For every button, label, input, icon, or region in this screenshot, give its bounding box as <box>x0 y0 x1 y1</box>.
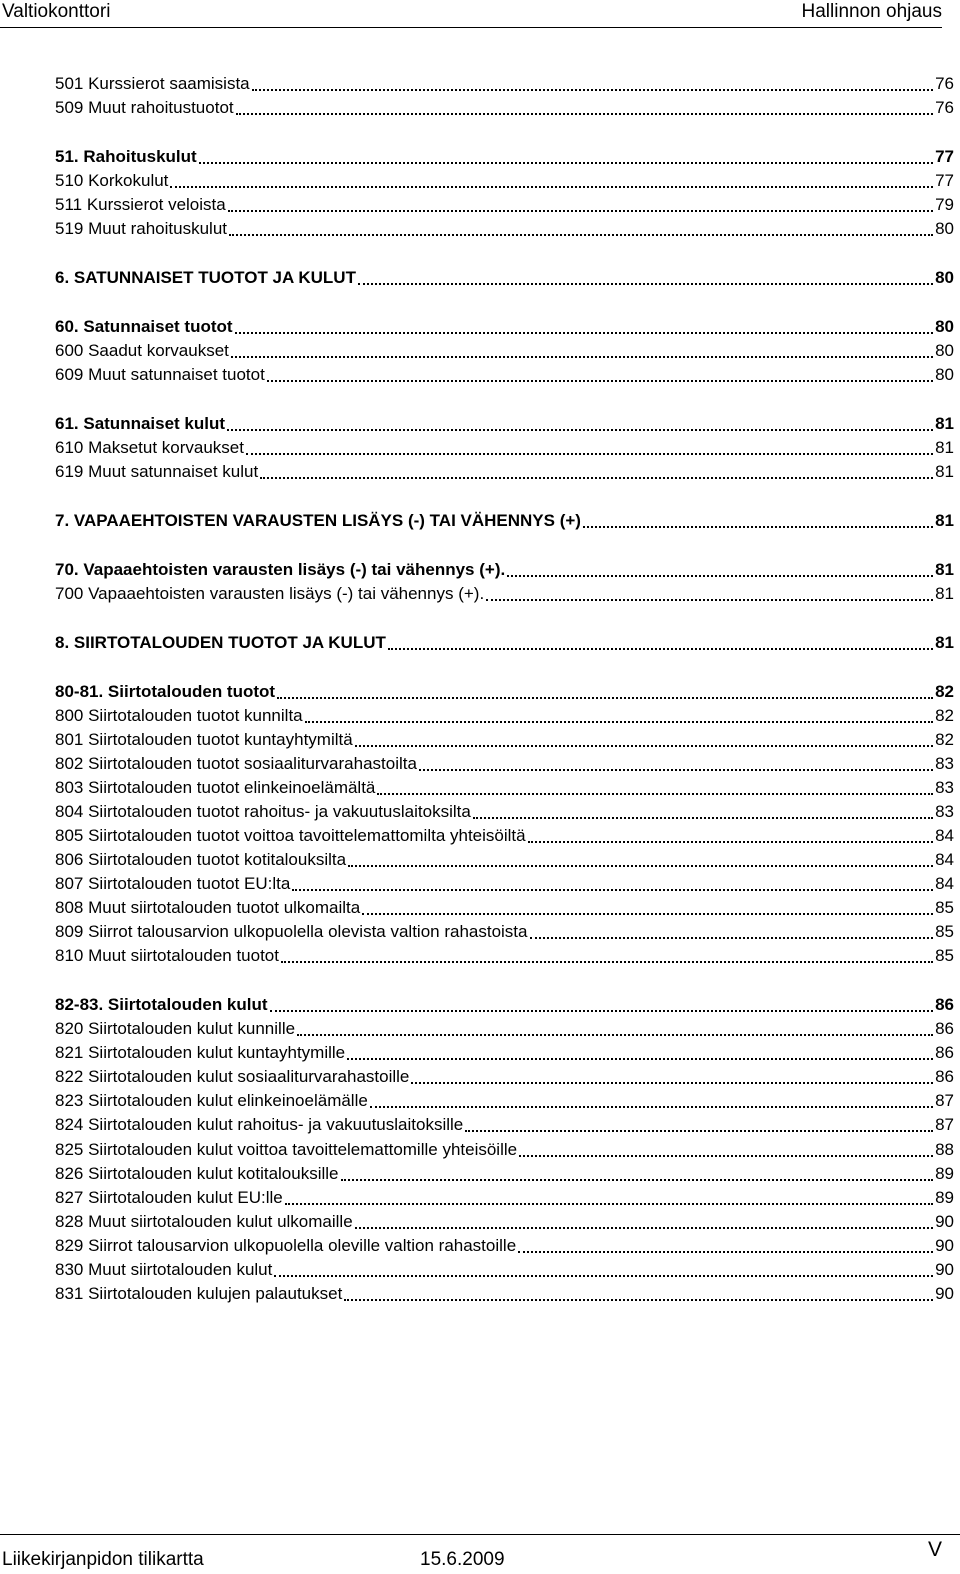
header-organization: Valtiokonttori <box>2 1 111 22</box>
toc-entry[interactable] <box>55 145 954 169</box>
dot-leader <box>341 1179 934 1181</box>
footer-document-title: Liikekirjanpidon tilikartta <box>2 1549 204 1570</box>
toc-entry[interactable] <box>55 169 954 193</box>
toc-entry-label: 510 Korkokulut <box>55 171 169 190</box>
toc-entry[interactable] <box>55 509 954 533</box>
footer-divider <box>0 1534 960 1535</box>
toc-entry-page: 82 <box>935 730 954 749</box>
toc-entry[interactable] <box>55 193 954 217</box>
page-header <box>2 0 942 30</box>
toc-entry-label: 808 Muut siirtotalouden tuotot ulkomailta <box>55 898 361 917</box>
dot-leader <box>297 1034 933 1036</box>
toc-entry-page: 81 <box>935 584 954 603</box>
toc-entry-label: 7. VAPAAEHTOISTEN VARAUSTEN LISÄYS (-) TAI VÄHENNYS (+) <box>55 511 581 530</box>
toc-entry[interactable] <box>55 96 954 120</box>
dot-leader <box>305 721 933 723</box>
dot-leader <box>236 113 933 115</box>
toc-entry-page: 80 <box>935 365 954 384</box>
dot-leader <box>528 841 933 843</box>
toc-entry[interactable] <box>55 1210 954 1234</box>
toc-entry-page: 89 <box>935 1188 954 1207</box>
toc-entry-label: 810 Muut siirtotalouden tuotot <box>55 946 279 965</box>
dot-leader <box>285 1203 933 1205</box>
dot-leader <box>199 162 933 164</box>
toc-entry-page: 83 <box>935 802 954 821</box>
dot-leader <box>170 186 933 188</box>
toc-entry-label: 8. SIIRTOTALOUDEN TUOTOT JA KULUT <box>55 633 386 652</box>
toc-entry[interactable] <box>55 339 954 363</box>
toc-entry-label: 824 Siirtotalouden kulut rahoitus- ja vakuutuslaitoksille <box>55 1115 464 1134</box>
toc-entry[interactable] <box>55 558 954 582</box>
toc-entry[interactable] <box>55 1282 954 1306</box>
toc-entry-page: 90 <box>935 1212 954 1231</box>
toc-entry-label: 60. Satunnaiset tuotot <box>55 317 233 336</box>
toc-entry[interactable] <box>55 848 954 872</box>
toc-entry[interactable] <box>55 217 954 241</box>
dot-leader <box>227 429 933 431</box>
toc-entry[interactable] <box>55 872 954 896</box>
toc-entry[interactable] <box>55 72 954 96</box>
dot-leader <box>473 817 933 819</box>
toc-entry[interactable] <box>55 1138 954 1162</box>
dot-leader <box>274 1275 933 1277</box>
toc-entry-page: 80 <box>935 268 954 287</box>
toc-entry-page: 84 <box>935 826 954 845</box>
toc-entry[interactable] <box>55 800 954 824</box>
toc-entry[interactable] <box>55 1017 954 1041</box>
toc-entry-page: 81 <box>935 560 954 579</box>
toc-entry[interactable] <box>55 631 954 655</box>
toc-entry-page: 76 <box>935 98 954 117</box>
dot-leader <box>292 889 933 891</box>
toc-entry-page: 81 <box>935 414 954 433</box>
toc-entry-label: 820 Siirtotalouden kulut kunnille <box>55 1019 296 1038</box>
toc-entry[interactable] <box>55 1162 954 1186</box>
toc-entry-page: 86 <box>935 1043 954 1062</box>
dot-leader <box>252 89 933 91</box>
toc-entry-page: 87 <box>935 1091 954 1110</box>
toc-entry-page: 84 <box>935 874 954 893</box>
dot-leader <box>355 1227 933 1229</box>
dot-leader <box>377 793 933 795</box>
page-footer <box>2 1536 942 1570</box>
toc-entry-label: 826 Siirtotalouden kulut kotitalouksille <box>55 1164 339 1183</box>
toc-entry[interactable] <box>55 1089 954 1113</box>
footer-date: 15.6.2009 <box>420 1549 505 1570</box>
toc-entry-page: 81 <box>935 511 954 530</box>
toc-entry-label: 800 Siirtotalouden tuotot kunnilta <box>55 706 303 725</box>
toc-entry-label: 829 Siirrot talousarvion ulkopuolella oleville valtion rahastoille <box>55 1236 517 1255</box>
dot-leader <box>518 1251 933 1253</box>
toc-entry-label: 80-81. Siirtotalouden tuotot <box>55 682 276 701</box>
toc-entry[interactable] <box>55 436 954 460</box>
dot-leader <box>344 1299 933 1301</box>
toc-entry-label: 801 Siirtotalouden tuotot kuntayhtymiltä <box>55 730 353 749</box>
toc-entry[interactable] <box>55 896 954 920</box>
header-section: Hallinnon ohjaus <box>801 1 942 22</box>
toc-entry-page: 86 <box>935 995 954 1014</box>
toc-entry-page: 87 <box>935 1115 954 1134</box>
toc-entry-page: 86 <box>935 1019 954 1038</box>
dot-leader <box>358 283 933 285</box>
toc-entry[interactable] <box>55 1041 954 1065</box>
toc-entry-page: 80 <box>935 341 954 360</box>
toc-entry-page: 85 <box>935 922 954 941</box>
toc-entry-page: 90 <box>935 1284 954 1303</box>
toc-entry-page: 77 <box>935 147 954 166</box>
toc-entry-label: 804 Siirtotalouden tuotot rahoitus- ja vakuutuslaitoksilta <box>55 802 471 821</box>
dot-leader <box>583 526 933 528</box>
toc-entry-label: 619 Muut satunnaiset kulut <box>55 462 259 481</box>
toc-entry-label: 809 Siirrot talousarvion ulkopuolella olevista valtion rahastoista <box>55 922 528 941</box>
toc-entry-page: 81 <box>935 462 954 481</box>
toc-entry[interactable] <box>55 1113 954 1137</box>
dot-leader <box>388 648 933 650</box>
toc-entry[interactable] <box>55 824 954 848</box>
toc-entry-label: 803 Siirtotalouden tuotot elinkeinoelämältä <box>55 778 376 797</box>
dot-leader <box>370 1106 933 1108</box>
dot-leader <box>419 769 933 771</box>
toc-entry-page: 88 <box>935 1140 954 1159</box>
toc-entry-page: 83 <box>935 778 954 797</box>
toc-entry-label: 509 Muut rahoitustuotot <box>55 98 234 117</box>
toc-entry[interactable] <box>55 1234 954 1258</box>
dot-leader <box>411 1082 933 1084</box>
toc-entry-label: 827 Siirtotalouden kulut EU:lle <box>55 1188 283 1207</box>
toc-entry-page: 77 <box>935 171 954 190</box>
dot-leader <box>267 380 933 382</box>
header-divider <box>0 27 942 28</box>
toc-entry-label: 6. SATUNNAISET TUOTOT JA KULUT <box>55 268 356 287</box>
toc-entry-label: 610 Maksetut korvaukset <box>55 438 244 457</box>
toc-entry-label: 609 Muut satunnaiset tuotot <box>55 365 265 384</box>
toc-entry-page: 82 <box>935 706 954 725</box>
toc-entry-label: 831 Siirtotalouden kulujen palautukset <box>55 1284 343 1303</box>
toc-entry-label: 70. Vapaaehtoisten varausten lisäys (-) tai vähennys (+). <box>55 560 506 579</box>
toc-entry-label: 600 Saadut korvaukset <box>55 341 229 360</box>
toc-entry-label: 822 Siirtotalouden kulut sosiaaliturvarahastoille <box>55 1067 410 1086</box>
dot-leader <box>270 1010 934 1012</box>
toc-entry[interactable] <box>55 266 954 290</box>
toc-entry-page: 76 <box>935 74 954 93</box>
toc-entry-label: 61. Satunnaiset kulut <box>55 414 226 433</box>
dot-leader <box>228 210 933 212</box>
toc-entry-page: 82 <box>935 682 954 701</box>
toc-entry-label: 821 Siirtotalouden kulut kuntayhtymille <box>55 1043 346 1062</box>
toc-entry-label: 806 Siirtotalouden tuotot kotitalouksilta <box>55 850 347 869</box>
toc-entry-label: 511 Kurssierot veloista <box>55 195 226 214</box>
dot-leader <box>348 865 933 867</box>
toc-entry[interactable] <box>55 363 954 387</box>
dot-leader <box>260 477 933 479</box>
toc-entry[interactable] <box>55 1186 954 1210</box>
toc-entry-page: 80 <box>935 317 954 336</box>
toc-entry-label: 830 Muut siirtotalouden kulut <box>55 1260 273 1279</box>
toc-entry[interactable] <box>55 315 954 339</box>
dot-leader <box>246 453 933 455</box>
dot-leader <box>465 1130 933 1132</box>
dot-leader <box>486 599 933 601</box>
toc-entry-page: 81 <box>935 438 954 457</box>
toc-entry-page: 90 <box>935 1236 954 1255</box>
toc-entry-page: 89 <box>935 1164 954 1183</box>
toc-entry[interactable] <box>55 776 954 800</box>
toc-entry-label: 807 Siirtotalouden tuotot EU:lta <box>55 874 291 893</box>
toc-entry-label: 700 Vapaaehtoisten varausten lisäys (-) tai vähennys (+). <box>55 584 485 603</box>
toc-entry-page: 85 <box>935 946 954 965</box>
dot-leader <box>519 1155 933 1157</box>
toc-entry[interactable] <box>55 1065 954 1089</box>
dot-leader <box>235 332 934 334</box>
toc-entry-label: 823 Siirtotalouden kulut elinkeinoelämälle <box>55 1091 368 1110</box>
toc-entry-label: 825 Siirtotalouden kulut voittoa tavoittelemattomille yhteisöille <box>55 1140 518 1159</box>
toc-entry-label: 802 Siirtotalouden tuotot sosiaaliturvarahastoilta <box>55 754 417 773</box>
toc-entry[interactable] <box>55 728 954 752</box>
toc-entry-label: 51. Rahoituskulut <box>55 147 197 166</box>
dot-leader <box>347 1058 933 1060</box>
dot-leader <box>355 745 933 747</box>
toc-entry[interactable] <box>55 993 954 1017</box>
toc-entry[interactable] <box>55 752 954 776</box>
dot-leader <box>530 937 934 939</box>
dot-leader <box>277 697 933 699</box>
toc-entry[interactable] <box>55 704 954 728</box>
toc-entry[interactable] <box>55 944 954 968</box>
toc-entry-page: 90 <box>935 1260 954 1279</box>
dot-leader <box>507 575 933 577</box>
toc-entry-label: 501 Kurssierot saamisista <box>55 74 250 93</box>
toc-entry-page: 80 <box>935 219 954 238</box>
dot-leader <box>281 961 933 963</box>
toc-entry[interactable] <box>55 680 954 704</box>
toc-entry[interactable] <box>55 412 954 436</box>
dot-leader <box>362 913 933 915</box>
toc-entry[interactable] <box>55 460 954 484</box>
toc-entry-page: 84 <box>935 850 954 869</box>
dot-leader <box>229 234 933 236</box>
toc-entry[interactable] <box>55 920 954 944</box>
toc-entry-page: 85 <box>935 898 954 917</box>
toc-entry-page: 79 <box>935 195 954 214</box>
toc-entry-page: 86 <box>935 1067 954 1086</box>
toc-entry-label: 519 Muut rahoituskulut <box>55 219 227 238</box>
toc-entry-label: 828 Muut siirtotalouden kulut ulkomaille <box>55 1212 353 1231</box>
toc-entry[interactable] <box>55 582 954 606</box>
toc-entry-page: 83 <box>935 754 954 773</box>
toc-entry[interactable] <box>55 1258 954 1282</box>
toc-entry-page: 81 <box>935 633 954 652</box>
toc-entry-label: 82-83. Siirtotalouden kulut <box>55 995 268 1014</box>
footer-page-number: V <box>927 1538 942 1561</box>
dot-leader <box>231 356 933 358</box>
toc-entry-label: 805 Siirtotalouden tuotot voittoa tavoittelemattomilta yhteisöiltä <box>55 826 526 845</box>
